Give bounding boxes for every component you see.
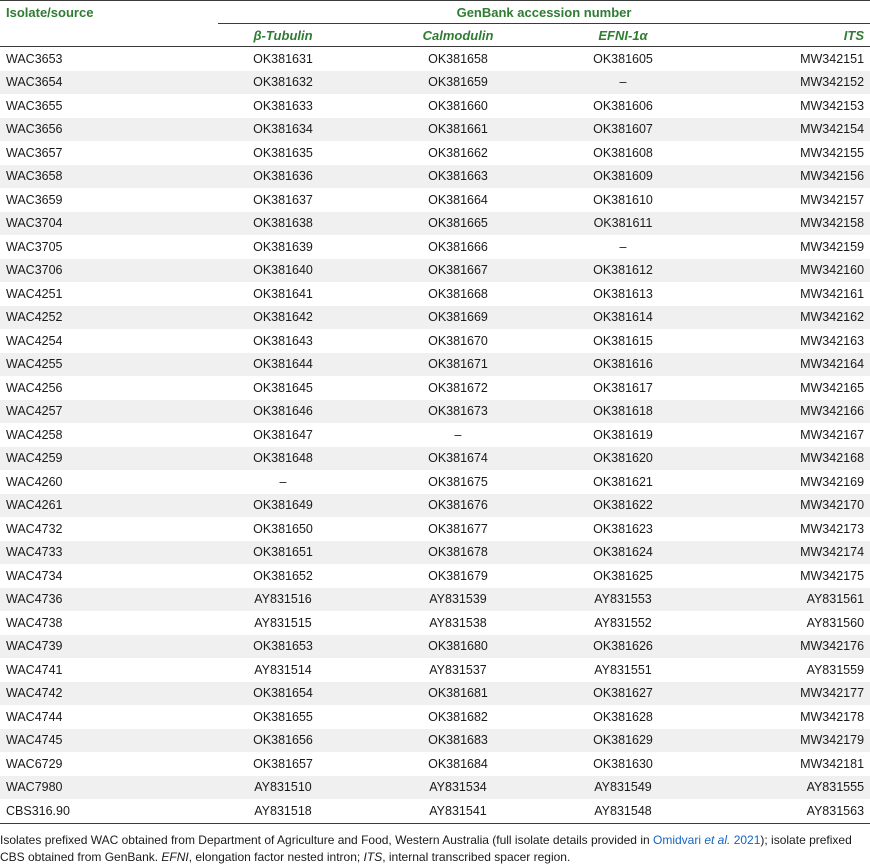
its-cell: MW342164: [678, 353, 870, 377]
its-cell: MW342152: [678, 71, 870, 95]
calmodulin-cell: OK381669: [348, 306, 568, 330]
its-cell: MW342154: [678, 118, 870, 142]
its-cell: MW342160: [678, 259, 870, 283]
table-row: [0, 541, 870, 565]
its-cell: MW342155: [800, 145, 865, 160]
efni-cell: OK381611: [568, 212, 678, 236]
calmodulin-cell: OK381663: [348, 165, 568, 189]
table-row: [0, 588, 870, 612]
beta-tubulin-cell: OK381650: [253, 521, 313, 536]
beta-tubulin-cell: OK381657: [253, 756, 313, 771]
beta-tubulin-cell: AY831510: [218, 776, 348, 800]
isolate-cell: WAC4251: [6, 286, 63, 301]
isolate-cell: WAC4732: [6, 521, 63, 536]
calmodulin-cell: OK381667: [348, 259, 568, 283]
isolate-cell: WAC3704: [0, 212, 218, 236]
table-row: [0, 47, 870, 71]
efni-cell: OK381616: [568, 353, 678, 377]
efni-cell: OK381610: [593, 192, 653, 207]
beta-tubulin-cell: OK381636: [218, 165, 348, 189]
calmodulin-cell: OK381680: [348, 635, 568, 659]
table-row: [0, 611, 870, 635]
isolate-cell: WAC4258: [6, 427, 63, 442]
table-row: [0, 776, 870, 800]
table-row: [0, 71, 870, 95]
table-row: [0, 212, 870, 236]
calmodulin-cell: OK381675: [428, 474, 488, 489]
efni-cell: OK381624: [568, 541, 678, 565]
beta-tubulin-cell: AY831518: [218, 799, 348, 823]
table-body: [0, 47, 870, 824]
table-row: [0, 729, 870, 753]
beta-tubulin-cell: OK381652: [253, 568, 313, 583]
table-row: [0, 517, 870, 541]
table-row: [0, 165, 870, 189]
efni-cell: OK381605: [593, 51, 653, 66]
isolate-cell: WAC4744: [6, 709, 63, 724]
table-row: [0, 470, 870, 494]
footnote-text-2: ); isolate prefixed CBS obtained from GenBank.: [0, 832, 852, 864]
efni-cell: OK381628: [593, 709, 653, 724]
beta-tubulin-cell: OK381643: [253, 333, 313, 348]
its-cell: MW342151: [800, 51, 865, 66]
efni-cell: OK381620: [568, 447, 678, 471]
its-cell: MW342179: [678, 729, 870, 753]
its-cell: AY831560: [806, 615, 865, 630]
col-header-its: ITS: [678, 24, 870, 47]
calmodulin-cell: OK381684: [428, 756, 488, 771]
calmodulin-cell: OK381660: [428, 98, 488, 113]
efni-cell: –: [619, 239, 627, 254]
isolate-cell: CBS316.90: [0, 799, 218, 823]
table-row: [0, 564, 870, 588]
calmodulin-cell: AY831539: [348, 588, 568, 612]
efni-cell: OK381627: [568, 682, 678, 706]
citation-etal: et al.: [704, 832, 731, 847]
table-row: [0, 94, 870, 118]
table-row: [0, 682, 870, 706]
calmodulin-cell: OK381677: [428, 521, 488, 536]
beta-tubulin-cell: OK381645: [253, 380, 313, 395]
calmodulin-cell: OK381662: [428, 145, 488, 160]
beta-tubulin-cell: OK381633: [253, 98, 313, 113]
its-cell: MW342165: [800, 380, 865, 395]
efni-cell: –: [568, 71, 678, 95]
efni-cell: AY831552: [594, 615, 652, 630]
isolate-cell: WAC4259: [0, 447, 218, 471]
citation-link[interactable]: [653, 833, 760, 847]
footnote-abbr-efni: EFNI: [161, 849, 189, 864]
table-row: [0, 353, 870, 377]
calmodulin-cell: OK381664: [428, 192, 488, 207]
beta-tubulin-cell: OK381632: [218, 71, 348, 95]
its-cell: MW342168: [678, 447, 870, 471]
efni-cell: OK381630: [593, 756, 653, 771]
beta-tubulin-cell: OK381648: [218, 447, 348, 471]
calmodulin-cell: OK381682: [428, 709, 488, 724]
isolate-cell: WAC7980: [0, 776, 218, 800]
isolate-cell: WAC4256: [6, 380, 63, 395]
efni-cell: OK381626: [568, 635, 678, 659]
its-cell: MW342167: [800, 427, 865, 442]
its-cell: AY831563: [678, 799, 870, 823]
calmodulin-cell: OK381672: [428, 380, 488, 395]
table-row: [0, 658, 870, 682]
beta-tubulin-cell: OK381638: [218, 212, 348, 236]
calmodulin-cell: –: [454, 427, 462, 442]
isolate-cell: WAC3655: [6, 98, 63, 113]
empty-header-cell: [0, 24, 218, 47]
efni-cell: OK381629: [568, 729, 678, 753]
beta-tubulin-cell: OK381637: [253, 192, 313, 207]
its-cell: AY831555: [678, 776, 870, 800]
efni-cell: OK381622: [568, 494, 678, 518]
calmodulin-cell: OK381659: [348, 71, 568, 95]
its-cell: MW342163: [800, 333, 865, 348]
table-row: [0, 282, 870, 306]
beta-tubulin-cell: OK381642: [218, 306, 348, 330]
isolate-cell: WAC3659: [6, 192, 63, 207]
table-row: [0, 188, 870, 212]
isolate-cell: WAC4736: [0, 588, 218, 612]
isolate-cell: WAC4742: [0, 682, 218, 706]
its-cell: MW342159: [800, 239, 865, 254]
its-cell: MW342173: [800, 521, 865, 536]
its-cell: MW342153: [800, 98, 865, 113]
isolate-cell: WAC4254: [6, 333, 63, 348]
beta-tubulin-cell: AY831516: [218, 588, 348, 612]
calmodulin-cell: OK381676: [348, 494, 568, 518]
its-cell: MW342175: [800, 568, 865, 583]
efni-cell: OK381625: [593, 568, 653, 583]
isolate-cell: WAC4252: [0, 306, 218, 330]
beta-tubulin-cell: AY831514: [254, 662, 312, 677]
its-cell: MW342158: [678, 212, 870, 236]
efni-cell: OK381614: [568, 306, 678, 330]
calmodulin-cell: AY831534: [348, 776, 568, 800]
its-cell: MW342181: [800, 756, 865, 771]
beta-tubulin-cell: OK381654: [218, 682, 348, 706]
calmodulin-cell: OK381658: [428, 51, 488, 66]
efni-cell: OK381613: [593, 286, 653, 301]
table-footnote: [0, 824, 870, 866]
calmodulin-cell: OK381678: [348, 541, 568, 565]
calmodulin-cell: AY831541: [348, 799, 568, 823]
its-cell: MW342176: [678, 635, 870, 659]
beta-tubulin-cell: OK381656: [218, 729, 348, 753]
citation-year: 2021: [730, 832, 761, 847]
beta-tubulin-cell: OK381651: [218, 541, 348, 565]
isolate-cell: WAC4738: [6, 615, 63, 630]
beta-tubulin-cell: OK381649: [218, 494, 348, 518]
its-cell: MW342156: [678, 165, 870, 189]
efni-cell: OK381612: [568, 259, 678, 283]
table-row: [0, 259, 870, 283]
its-cell: MW342162: [678, 306, 870, 330]
footnote-text-1: Isolates prefixed WAC obtained from Department of Agriculture and Food, Western Australia (full isolate details provided in: [0, 832, 653, 847]
efni-cell: OK381617: [593, 380, 653, 395]
calmodulin-cell: AY831537: [429, 662, 487, 677]
table-row: [0, 329, 870, 353]
its-cell: AY831561: [678, 588, 870, 612]
isolate-cell: WAC4745: [0, 729, 218, 753]
beta-tubulin-cell: OK381634: [218, 118, 348, 142]
efni-cell: AY831548: [568, 799, 678, 823]
beta-tubulin-cell: –: [279, 474, 287, 489]
its-cell: MW342170: [678, 494, 870, 518]
isolate-header: Isolate/source: [0, 1, 218, 24]
isolate-cell: WAC4733: [0, 541, 218, 565]
table-row: [0, 306, 870, 330]
efni-cell: OK381623: [593, 521, 653, 536]
calmodulin-cell: OK381665: [348, 212, 568, 236]
table-row: [0, 118, 870, 142]
isolate-cell: WAC3705: [6, 239, 63, 254]
beta-tubulin-cell: OK381647: [253, 427, 313, 442]
table-row: [0, 447, 870, 471]
table-row: [0, 400, 870, 424]
calmodulin-cell: OK381671: [348, 353, 568, 377]
efni-cell: OK381609: [568, 165, 678, 189]
table-row: [0, 141, 870, 165]
beta-tubulin-cell: OK381655: [253, 709, 313, 724]
efni-cell: AY831553: [568, 588, 678, 612]
efni-cell: AY831551: [594, 662, 652, 677]
efni-cell: OK381607: [568, 118, 678, 142]
calmodulin-cell: OK381670: [428, 333, 488, 348]
col-header-efni: EFNI-1α: [568, 24, 678, 47]
isolate-cell: WAC4734: [6, 568, 63, 583]
calmodulin-cell: OK381674: [348, 447, 568, 471]
isolate-cell: WAC3657: [6, 145, 63, 160]
its-cell: MW342174: [678, 541, 870, 565]
footnote-def-efni: , elongation factor nested intron;: [188, 849, 364, 864]
header-row-columns: [0, 24, 870, 47]
table-row: [0, 752, 870, 776]
beta-tubulin-cell: OK381641: [253, 286, 313, 301]
calmodulin-cell: OK381666: [428, 239, 488, 254]
table-row: [0, 494, 870, 518]
beta-tubulin-cell: OK381644: [218, 353, 348, 377]
isolate-cell: WAC6729: [6, 756, 63, 771]
calmodulin-cell: OK381683: [348, 729, 568, 753]
isolate-cell: WAC4261: [0, 494, 218, 518]
calmodulin-cell: OK381661: [348, 118, 568, 142]
efni-cell: OK381621: [593, 474, 653, 489]
its-cell: MW342178: [800, 709, 865, 724]
its-cell: AY831559: [806, 662, 865, 677]
calmodulin-cell: OK381681: [348, 682, 568, 706]
isolate-cell: WAC4255: [0, 353, 218, 377]
table-row: [0, 423, 870, 447]
its-cell: MW342166: [678, 400, 870, 424]
calmodulin-cell: OK381679: [428, 568, 488, 583]
table-row: [0, 799, 870, 823]
isolate-cell: WAC4257: [0, 400, 218, 424]
beta-tubulin-cell: AY831515: [254, 615, 312, 630]
isolate-cell: WAC4741: [6, 662, 63, 677]
efni-cell: OK381606: [593, 98, 653, 113]
its-cell: MW342157: [800, 192, 865, 207]
genbank-group-header: GenBank accession number: [218, 1, 870, 24]
efni-cell: AY831549: [568, 776, 678, 800]
isolate-cell: WAC4739: [0, 635, 218, 659]
isolate-cell: WAC3654: [0, 71, 218, 95]
table-row: [0, 376, 870, 400]
calmodulin-cell: OK381668: [428, 286, 488, 301]
its-cell: MW342161: [800, 286, 865, 301]
isolate-cell: WAC3658: [0, 165, 218, 189]
col-header-calmodulin: Calmodulin: [348, 24, 568, 47]
beta-tubulin-cell: OK381640: [218, 259, 348, 283]
table-row: [0, 635, 870, 659]
footnote-def-its: , internal transcribed spacer region.: [382, 849, 571, 864]
isolate-cell: WAC3656: [0, 118, 218, 142]
efni-cell: OK381619: [593, 427, 653, 442]
efni-cell: OK381615: [593, 333, 653, 348]
footnote-abbr-its: ITS: [363, 849, 383, 864]
isolate-cell: WAC3706: [0, 259, 218, 283]
beta-tubulin-cell: OK381635: [253, 145, 313, 160]
col-header-beta-tubulin: β-Tubulin: [218, 24, 348, 47]
citation-author: Omidvari: [653, 832, 705, 847]
table-row: [0, 235, 870, 259]
its-cell: MW342177: [678, 682, 870, 706]
isolate-cell: WAC3653: [6, 51, 63, 66]
beta-tubulin-cell: OK381646: [218, 400, 348, 424]
beta-tubulin-cell: OK381631: [253, 51, 313, 66]
calmodulin-cell: AY831538: [429, 615, 487, 630]
beta-tubulin-cell: OK381639: [253, 239, 313, 254]
isolate-cell: WAC4260: [6, 474, 63, 489]
efni-cell: OK381618: [568, 400, 678, 424]
beta-tubulin-cell: OK381653: [218, 635, 348, 659]
its-cell: MW342169: [800, 474, 865, 489]
header-row-group: [0, 1, 870, 24]
efni-cell: OK381608: [593, 145, 653, 160]
calmodulin-cell: OK381673: [348, 400, 568, 424]
table-row: [0, 705, 870, 729]
